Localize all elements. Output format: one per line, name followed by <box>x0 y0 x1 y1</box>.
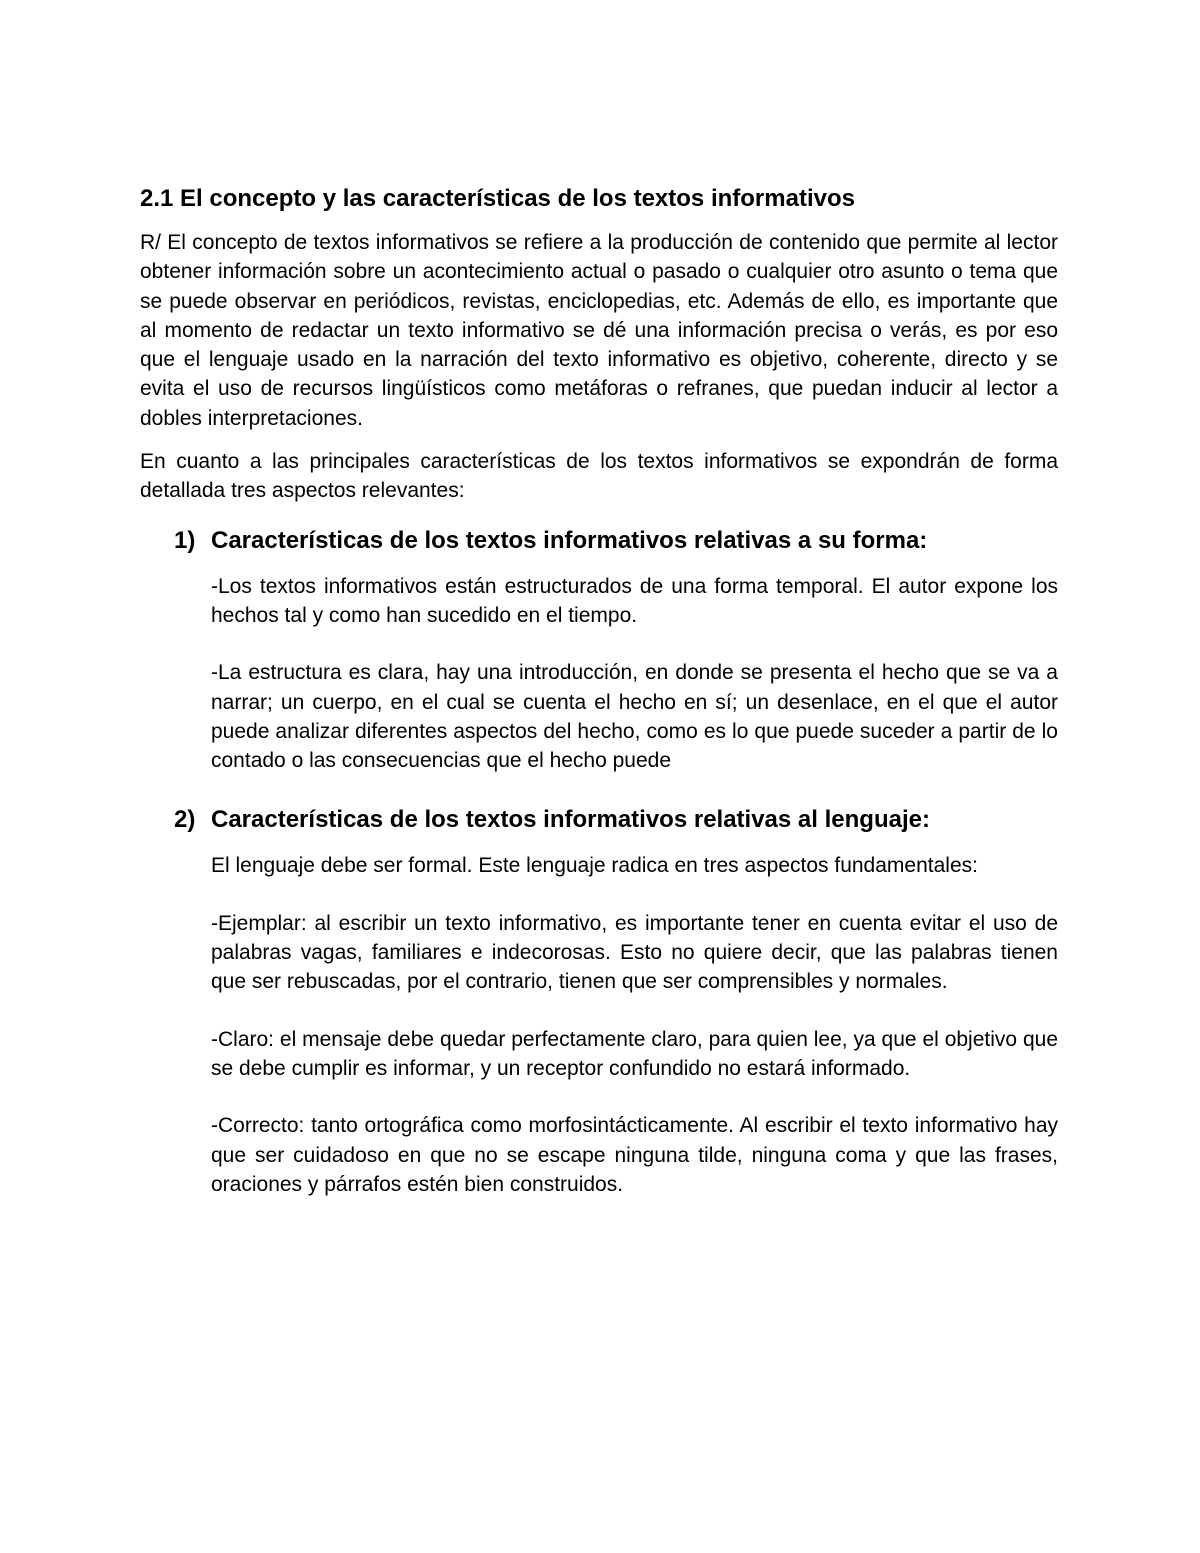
section-language <box>140 803 1058 1199</box>
section-body <box>211 851 1058 1199</box>
section-number: 1) <box>174 526 196 554</box>
document-page <box>140 182 1058 1227</box>
section-heading-text: Características de los textos informativos relativas a su forma: <box>211 526 928 554</box>
intro-paragraph: R/ El concepto de textos informativos se refiere a la producción de contenido que permite al lector obtener información sobre un acontecimiento actual o pasado o cualquier otro asunto o tema que se puede observar en periódicos, revistas, enciclopedias, etc. Además de ello, es importante que al momento de redactar un texto informativo se dé una información precisa o verás, es por eso que el lenguaje usado en la narración del texto informativo es objetivo, coherente, directo y se evita el uso de recursos lingüísticos como metáforas o refranes, que puedan inducir al lector a dobles interpretaciones. <box>140 231 1058 430</box>
section-number: 2) <box>174 806 196 834</box>
document-title: 2.1 El concepto y las características de los textos informativos <box>140 185 855 212</box>
section-heading <box>174 524 1058 558</box>
intro-paragraph: En cuanto a las principales características de los textos informativos se expondrán de forma detallada tres aspectos relevantes: <box>140 450 1058 503</box>
section-paragraph: -Ejemplar: al escribir un texto informativo, es importante tener en cuenta evitar el uso de palabras vagas, familiares e indecorosas. Esto no quiere decir, que las palabras tienen que ser rebuscadas, por el contrario, tienen que ser comprensibles y normales. <box>211 911 1058 994</box>
section-form <box>140 524 1058 776</box>
section-paragraph: -La estructura es clara, hay una introducción, en donde se presenta el hecho que se va a narrar; un cuerpo, en el cual se cuenta el hecho en sí; un desenlace, en el que el autor puede analizar diferentes aspectos del hecho, como es lo que puede suceder a partir de lo contado o las consecuencias que el hecho puede <box>211 661 1058 773</box>
section-paragraph: El lenguaje debe ser formal. Este lenguaje radica en tres aspectos fundamentales: <box>211 854 978 878</box>
section-heading <box>174 803 1058 837</box>
section-paragraph: -Los textos informativos están estructurados de una forma temporal. El autor expone los hechos tal y como han sucedido en el tiempo. <box>211 574 1058 627</box>
section-paragraph: -Claro: el mensaje debe quedar perfectamente claro, para quien lee, ya que el objetivo que se debe cumplir es informar, y un receptor confundido no estará informado. <box>211 1027 1058 1080</box>
section-paragraph: -Correcto: tanto ortográfica como morfosintácticamente. Al escribir el texto informativo hay que ser cuidadoso en que no se escape ninguna tilde, ninguna coma y que las frases, oraciones y párrafos estén bien construidos. <box>211 1114 1058 1196</box>
section-body <box>211 572 1058 776</box>
section-heading-text: Características de los textos informativos relativas al lenguaje: <box>211 806 930 834</box>
